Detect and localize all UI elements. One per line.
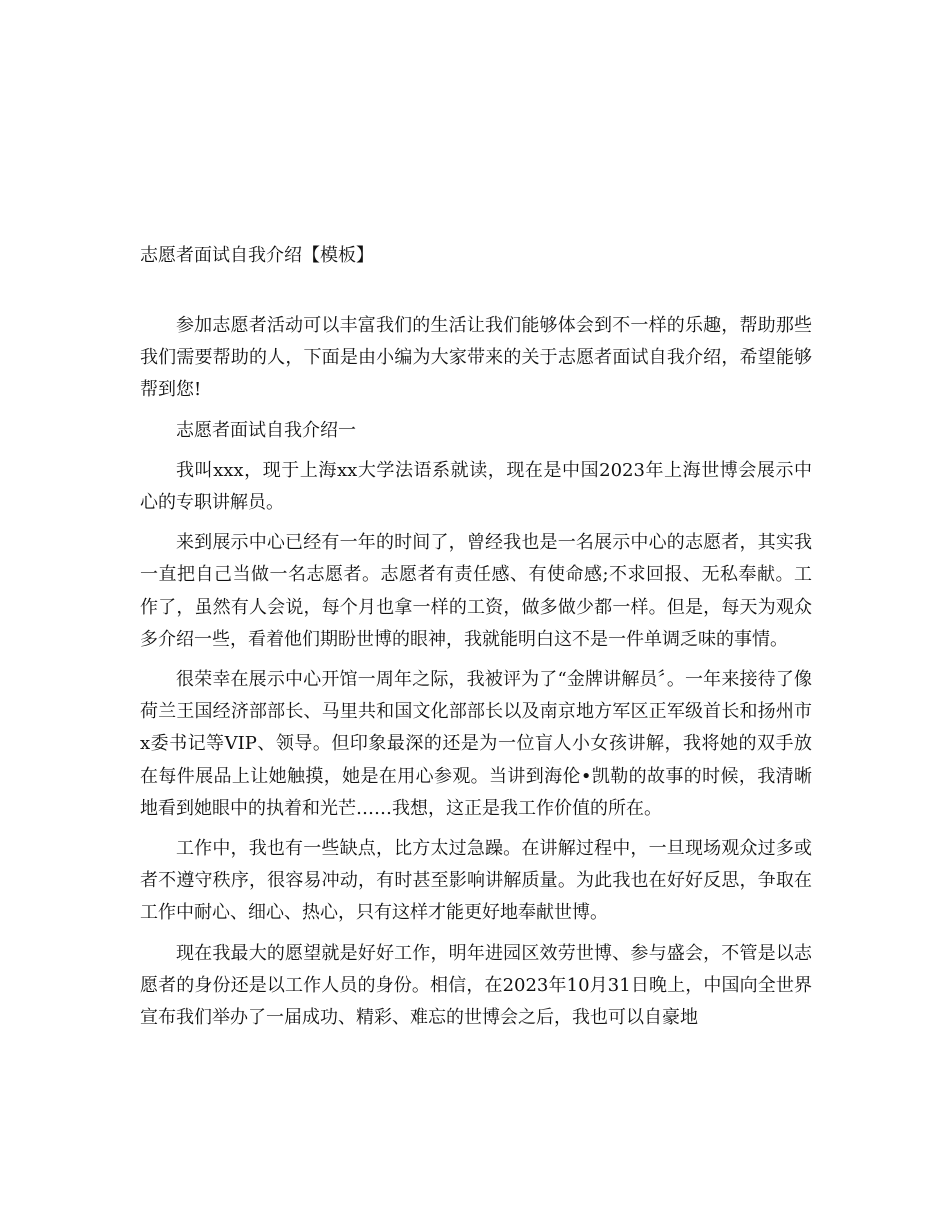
body-paragraph: 来到展示中心已经有一年的时间了，曾经我也是一名展示中心的志愿者，其实我一直把自己当做一名志愿者。志愿者有责任感、有使命感;不求回报、无私奉献。工作了，虽然有人会说，每个月也拿一样的工资，做多做少都一样。但是，每天为观众多介绍一些，看着他们期盼世博的眼神，我就能明白这不是一件单调乏味的事情。 xyxy=(140,532,812,650)
body-paragraph: 我叫xxx，现于上海xx大学法语系就读，现在是中国2023年上海世博会展示中心的专职讲解员。 xyxy=(140,459,812,514)
intro-paragraph: 参加志愿者活动可以丰富我们的生活让我们能够体会到不一样的乐趣，帮助那些我们需要帮助的人，下面是由小编为大家带来的关于志愿者面试自我介绍，希望能够帮到您! xyxy=(140,315,812,401)
section-heading: 志愿者面试自我介绍一 xyxy=(176,419,356,441)
document-body xyxy=(140,310,812,1042)
body-paragraph: 工作中，我也有一些缺点，比方太过急躁。在讲解过程中，一旦现场观众过多或者不遵守秩序，很容易冲动，有时甚至影响讲解质量。为此我也在好好反思，争取在工作中耐心、细心、热心，只有这样才能更好地奉献世博。 xyxy=(140,838,812,924)
body-paragraph: 现在我最大的愿望就是好好工作，明年进园区效劳世博、参与盛会，不管是以志愿者的身份还是以工作人员的身份。相信，在2023年10月31日晚上，中国向全世界宣布我们举办了一届成功、精彩、难忘的世博会之后，我也可以自豪地 xyxy=(140,942,812,1029)
document-title: 志愿者面试自我介绍【模板】 xyxy=(140,245,374,266)
body-paragraph: 很荣幸在展示中心开馆一周年之际，我被评为了“金牌讲解员〞。一年来接待了像荷兰王国经济部部长、马里共和国文化部部长以及南京地方军区正军级首长和扬州市x委书记等VIP、领导。但印象最深的还是为一位盲人小女孩讲解，我将她的双手放在每件展品上让她触摸，她是在用心参观。当讲到海伦•凯勒的故事的时候，我清晰地看到她眼中的执着和光芒……我想，这正是我工作价值的所在。 xyxy=(140,669,812,819)
